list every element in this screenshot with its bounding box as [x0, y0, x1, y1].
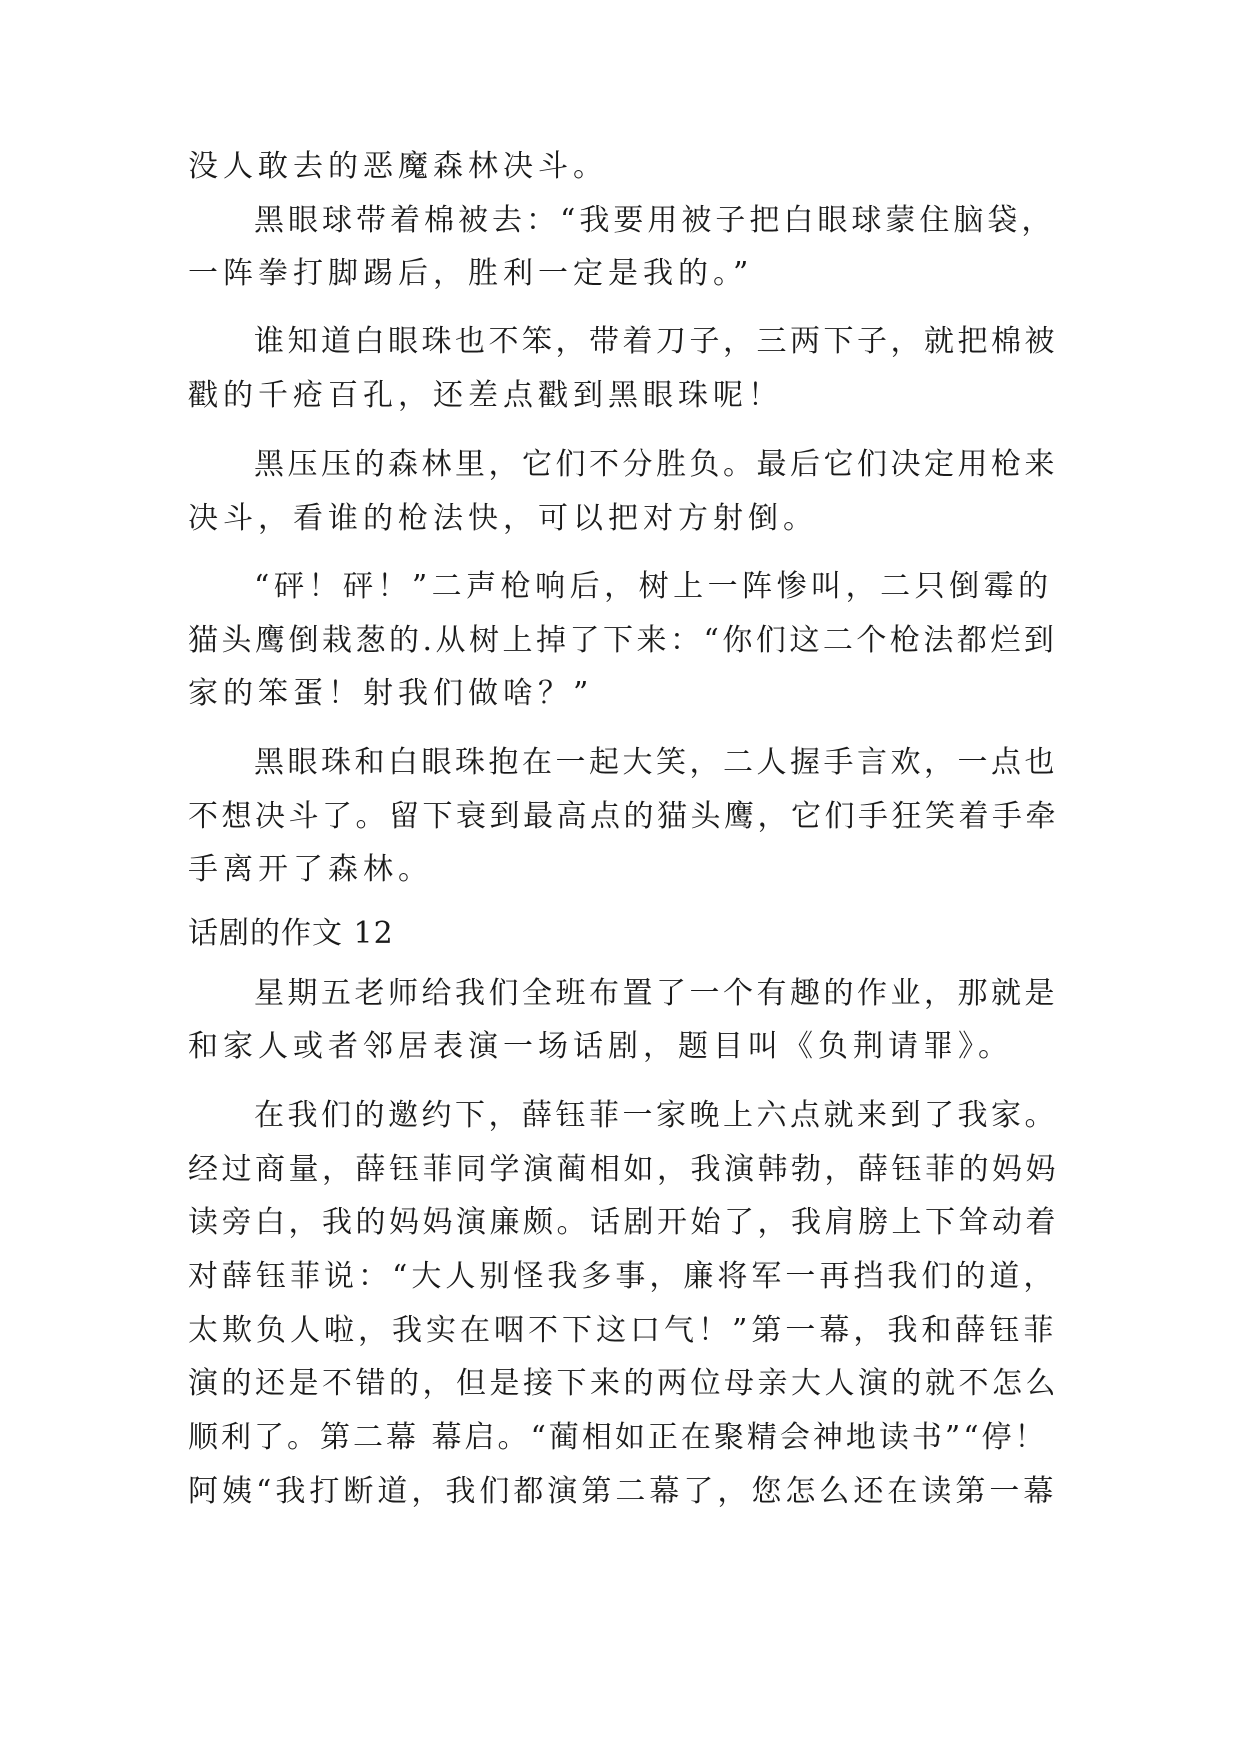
- text-line: 猫头鹰倒栽葱的.从树上掉了下来：“你们这二个枪法都烂到: [188, 623, 1058, 658]
- text-line: 家的笨蛋！射我们做啥？”: [188, 676, 594, 711]
- text-line: 不想决斗了。留下衰到最高点的猫头鹰，它们手狂笑着手牵: [188, 799, 1059, 834]
- text-line: 谁知道白眼珠也不笨，带着刀子，三两下子，就把棉被: [254, 324, 1058, 359]
- text-line: 对薛钰菲说：“大人别怪我多事，廉将军一再挡我们的道，: [188, 1259, 1058, 1294]
- text-line: 星期五老师给我们全班布置了一个有趣的作业，那就是: [254, 976, 1058, 1011]
- text-line: 演的还是不错的，但是接下来的两位母亲大人演的就不怎么: [188, 1366, 1059, 1401]
- text-line: 一阵拳打脚踢后，胜利一定是我的。”: [188, 256, 754, 291]
- text-line: 读旁白，我的妈妈演廉颇。话剧开始了，我肩膀上下耸动着: [188, 1205, 1059, 1240]
- text-line: 顺利了。第二幕 幕启。“蔺相如正在聚精会神地读书”“停！: [188, 1420, 1048, 1455]
- text-line: 黑眼珠和白眼珠抱在一起大笑，二人握手言欢，一点也: [254, 745, 1058, 780]
- text-line: 太欺负人啦，我实在咽不下这口气！”第一幕，我和薛钰菲: [188, 1313, 1058, 1348]
- text-line: 在我们的邀约下，薛钰菲一家晚上六点就来到了我家。: [254, 1098, 1058, 1133]
- text-line: 决斗，看谁的枪法快，可以把对方射倒。: [188, 501, 818, 536]
- text-line: 阿姨“我打断道，我们都演第二幕了，您怎么还在读第一幕: [188, 1474, 1058, 1509]
- text-line: 和家人或者邻居表演一场话剧，题目叫《负荆请罪》。: [188, 1029, 1013, 1064]
- text-line: 黑压压的森林里，它们不分胜负。最后它们决定用枪来: [254, 447, 1058, 482]
- text-line: 戳的千疮百孔，还差点戳到黑眼珠呢！: [188, 378, 783, 413]
- text-line: “砰！砰！”二声枪响后，树上一阵惨叫，二只倒霉的: [254, 569, 1053, 604]
- section-heading: 话剧的作文 12: [188, 916, 394, 951]
- text-line: 黑眼球带着棉被去：“我要用被子把白眼球蒙住脑袋，: [254, 203, 1056, 238]
- text-line: 手离开了森林。: [188, 852, 433, 887]
- text-line: 经过商量，薛钰菲同学演蔺相如，我演韩勃，薛钰菲的妈妈: [188, 1152, 1059, 1187]
- text-line: 没人敢去的恶魔森林决斗。: [188, 149, 608, 184]
